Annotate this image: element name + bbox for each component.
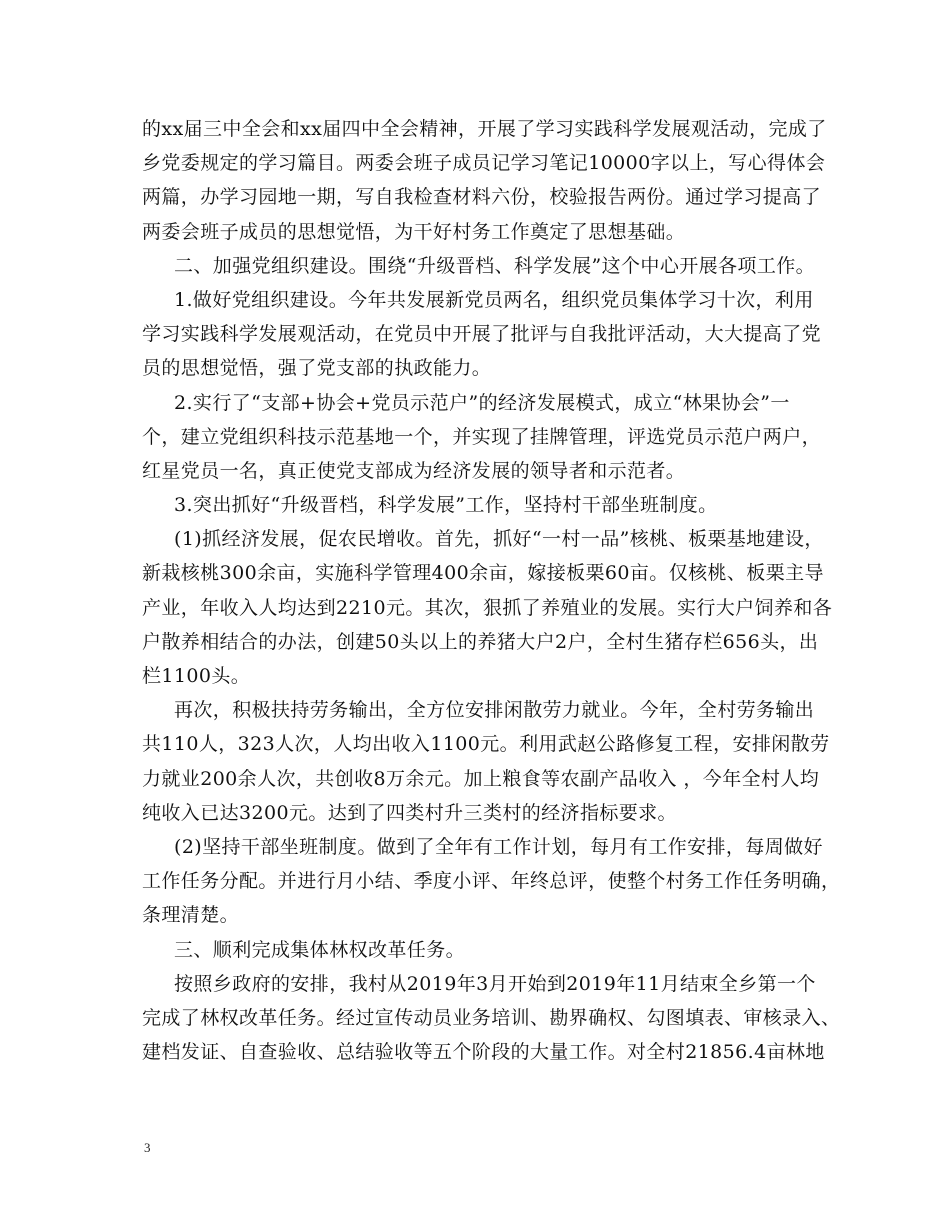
section-heading: 三、顺利完成集体林权改革任务。 <box>174 938 466 961</box>
text-line: 1.做好党组织建设。今年共发展新党员两名，组织党员集体学习十次，利用 <box>174 288 814 311</box>
text-line: 条理清楚。 <box>142 904 240 927</box>
text-line: 完成了林权改革任务。经过宣传动员业务培训、勘界确权、勾图填表、审核录入、 <box>142 1006 841 1029</box>
text-line: 按照乡政府的安排，我村从2019年3月开始到2019年11月结束全乡第一个 <box>174 972 816 995</box>
text-line: 3.突出抓好“升级晋档，科学发展”工作，坚持村干部坐班制度。 <box>174 494 718 517</box>
text-line: 乡党委规定的学习篇目。两委会班子成员记学习笔记10000字以上，写心得体会 <box>142 152 826 175</box>
text-line: 个，建立党组织科技示范基地一个，并实现了挂牌管理，评选党员示范户两户， <box>142 425 822 448</box>
text-line: 栏1100头。 <box>142 665 251 687</box>
text-line: (1)抓经济发展，促农民增收。首先，抓好“一村一品”核桃、板栗基地建设， <box>174 528 824 551</box>
text-line: 共110人，323人次，人均出收入1100元。利用武赵公路修复工程，安排闲散劳 <box>142 733 830 756</box>
text-line: 纯收入已达3200元。达到了四类村升三类村的经济指标要求。 <box>142 801 677 824</box>
text-line: 红星党员一名，真正使党支部成为经济发展的领导者和示范者。 <box>142 459 686 482</box>
text-line: 2.实行了“支部+协会+党员示范户”的经济发展模式，成立“林果协会”一 <box>174 391 790 414</box>
text-line: 力就业200余人次，共创收8万余元。加上粮食等农副产品收入 ，今年全村人均 <box>142 767 820 790</box>
document-body <box>142 112 841 1069</box>
text-line: 员的思想觉悟，强了党支部的执政能力。 <box>142 357 492 380</box>
text-line: 的xx届三中全会和xx届四中全会精神，开展了学习实践科学发展观活动，完成了 <box>142 118 827 140</box>
text-line: 两委会班子成员的思想觉悟，为干好村务工作奠定了思想基础。 <box>142 220 686 243</box>
page-number: 3 <box>144 1140 151 1155</box>
text-line: (2)坚持干部坐班制度。做到了全年有工作计划，每月有工作安排，每周做好 <box>174 835 823 858</box>
text-line: 再次，积极扶持劳务输出，全方位安排闲散劳力就业。今年，全村劳务输出 <box>174 699 815 722</box>
text-line: 户散养相结合的办法，创建50头以上的养猪大户2户，全村生猪存栏656头，出 <box>142 630 819 653</box>
text-line: 工作任务分配。并进行月小结、季度小评、年终总评，使整个村务工作任务明确， <box>142 870 841 893</box>
section-heading: 二、加强党组织建设。围绕“升级晋档、科学发展”这个中心开展各项工作。 <box>174 254 816 277</box>
text-line: 两篇，办学习园地一期，写自我检查材料六份，校验报告两份。通过学习提高了 <box>142 186 822 209</box>
text-line: 产业，年收入人均达到2210元。其次，狠抓了养殖业的发展。实行大户饲养和各 <box>142 596 833 619</box>
text-line: 新栽核桃300余亩，实施科学管理400余亩，嫁接板栗60亩。仅核桃、板栗主导 <box>142 562 824 585</box>
text-line: 学习实践科学发展观活动，在党员中开展了批评与自我批评活动，大大提高了党 <box>142 323 822 346</box>
text-line: 建档发证、自查验收、总结验收等五个阶段的大量工作。对全村21856.4亩林地 <box>142 1041 825 1064</box>
